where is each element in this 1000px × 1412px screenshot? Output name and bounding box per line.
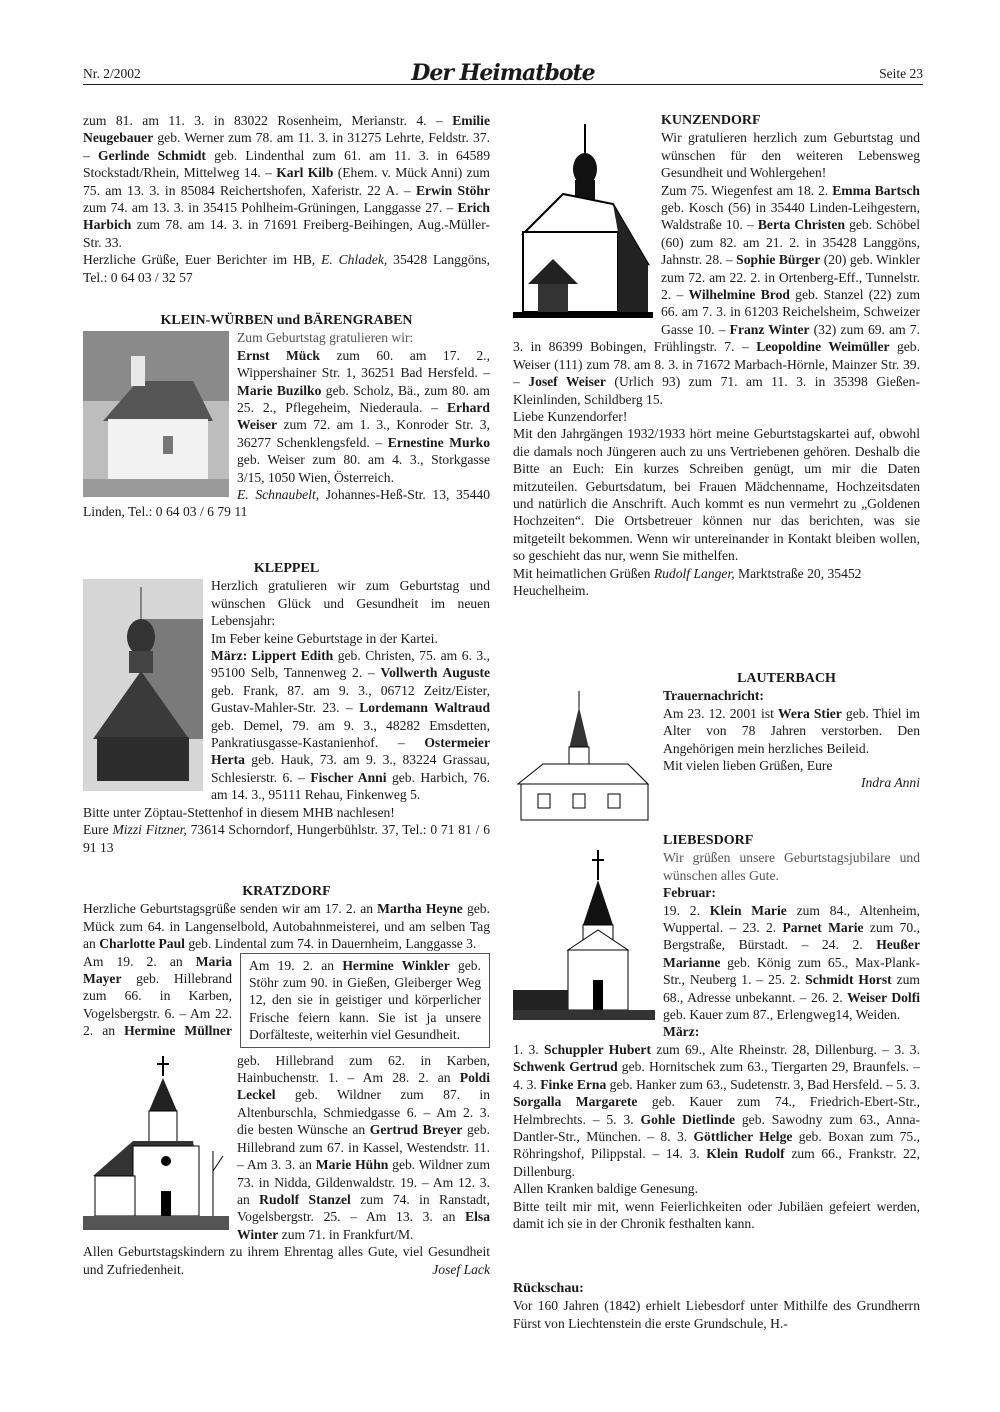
text-run: Bitte unter Zöptau-Stettenhof in diesem MHB nachlesen! [83,804,395,820]
text-run: 19. 2. [663,902,710,918]
text-run: Zum Geburtstag gratulieren wir: [237,330,414,346]
text-run: Herzliche Geburtstagsgrüße senden wir am 17. 2. an [83,901,378,917]
page-number: Seite 23 [879,66,923,81]
text-run: geb. Thiel im Alter von 78 Jahren verstorben. Den Angehörigen mein herzliches Beileid. [663,705,920,756]
section-heading: KLEIN-WÜRBEN und BÄRENGRABEN [160,313,413,328]
name-bold: Erhard Weiser [237,400,490,433]
paragraph [83,251,490,286]
page-header [83,62,923,85]
name-bold: Marie Hühn [315,1157,389,1173]
paragraph [513,1198,920,1233]
text-run: geb. König zum 65., Max-Plank-Str., Neuberg 1. – 25. 2. [663,954,920,988]
name-bold: Heußer Marianne [663,937,920,970]
text-run: geb. Hauk, 73. am 9. 3., 83224 Grassau, Schlesierstr. 6. – [211,752,490,785]
paragraph [83,900,490,952]
name-bold: Weiser Dolfi [847,989,921,1005]
article-liebesdorf [513,832,920,1232]
section-heading: LIEBESDORF [663,833,754,848]
church-drawing [513,114,653,320]
name-bold: Gerlinde Schmidt [98,147,206,163]
church-drawing [83,1056,229,1232]
name-bold: Ernestine Murko [387,434,490,450]
wooden-church-photo [83,579,203,791]
signature-line [83,821,490,856]
text-run: geb. Weiser (111) zum 78. am 8. 3. in 71672 Marbach-Hörnle, Mainzer Str. 39. – [513,339,920,390]
section-heading: Rückschau: [513,1281,584,1296]
text-run: Mit vielen lieben Grüßen, Eure [663,758,833,774]
text-run: Mit den Jahrgängen 1932/1933 hört meine Geburtstagskartei auf, obwohl die damals noch Jüngeren auch zu uns Vertriebenen gehören. Deshalb die Bitte an Euch: Ein kurzes Schreiben genügt, um mir die Daten mitzuteilen. Geburtsdatum, bei Frauen Mädchenname, Hochzeitsdaten und natürlich die Anschrift. Auch kommt es nun vermehrt zu „Goldenen Hochzeiten“. Die Ortsbetreuer können nur das berichten, was sie mitgeteilt bekommen. Wenn wir untereinander in Kontakt bleiben wollen, so geschieht das nur, wenn Sie mithelfen. [513,426,920,564]
article-lauterbach [513,670,920,827]
text-run: geb. Harbich, 76. am 14. 3., 95111 Rehau, Finkenweg 5. [211,769,490,803]
paragraph [83,112,490,251]
text-run: Am 19. 2. an [249,957,343,973]
name-bold: Vollwerth Auguste [380,665,491,681]
name-bold: Fischer Anni [310,769,387,785]
chapel-drawing [513,689,655,825]
name-bold: Franz Winter [729,321,810,337]
paragraph [83,804,490,821]
name-bold: Finke Erna [540,1076,607,1092]
name-bold: Trauernachricht: [663,688,764,704]
text-run: zum 78. am 14. 3. in 71691 Freiberg-Beihingen, Aug.-Müller-Str. 33. [83,217,490,250]
text-run: geb. Hornitschek zum 63., Tiergarten 29, Braunfels. – 4. 3. [513,1059,920,1092]
text-run: geb. Frank, 87. am 9. 3., 06712 Zeitz/Eister, Gustav-Mahler-Str. 23. – [211,682,490,716]
name-italic: E. Schnaubelt, [237,487,320,503]
article-continued [83,112,490,286]
closing-line [83,1243,490,1278]
article-kunzendorf [513,112,920,599]
name-bold: Rudolf Stanzel [259,1191,351,1207]
text-run: Allen Kranken baldige Genesung. [513,1181,698,1197]
name-bold: Ernst Mück [237,347,320,363]
section-heading: KRATZDORF [242,884,331,899]
text-run: Marktstraße 20, 35452 Heuchelheim. [513,565,862,598]
text-run: geb. Scholz, Bä., zum 80. am 25. 2., Pflegeheim, Niederaula. – [237,382,490,416]
signature: Josef Lack [432,1261,490,1277]
text-run: zum 81. am 11. 3. in 83022 Rosenheim, Merianstr. 4. – [83,113,453,128]
name-bold: Klein Marie [709,902,787,918]
name-bold: Erwin Stöhr [415,182,490,198]
text-run: geb. Schöbel (60) zum 82. am 21. 2. in 35428 Langgöns, Jahnstr. 28. – [661,217,920,268]
name-bold: Lordemann Waltraud [359,700,491,716]
text-run: geb. Hillebrand zum 66. in Karben, Vogelsbergstr. 6. – Am 22. 2. an [83,971,232,1039]
name-bold: Berta Christen [757,217,845,233]
name-bold: Emilie Neugebauer [83,113,490,146]
text-run: geb. Lindental zum 74. in Dauernheim, Langgasse 3. [184,936,477,952]
section-heading: KUNZENDORF [661,113,761,128]
name-bold: Elsa Winter [237,1209,490,1242]
text-run: geb. Stanzel (22) zum 66. am 7. 3. in 61203 Reichelsheim, Schweizer Gasse 10. – [661,287,921,337]
text-run: geb. Kosch (56) in 35440 Linden-Leihgestern, Waldstraße 10. – [661,200,920,233]
text-run: geb. Kauer zum 74., Friedrich-Ebert-Str., Helmbrechts. – 5. 3. [513,1094,920,1127]
name-bold: März: Lippert Edith [211,648,334,664]
text-run: zum 71. in Frankfurt/M. [278,1226,414,1242]
name-bold: Sorgalla Margarete [513,1094,638,1110]
name-bold: Hermine Müllner [124,1023,232,1039]
name-bold: Leopoldine Weimüller [756,339,890,355]
text-run: Herzlich gratulieren wir zum Geburtstag und wünschen Glück und Gesundheit im neuen Lebensjahr: [211,578,490,629]
text-run: geb. Lindenthal zum 61. am 11. 3. in 64589 Stockstadt/Rhein, Mittelweg 14. – [83,147,490,181]
paragraph [513,1041,920,1180]
text-run: geb. Stöhr zum 90. in Gießen, Gleiberger Weg 12, den sie in geistiger und körperlicher Frische feiern kann. Sie ist ja unsere Dorfälteste, weiterhin viel Gesundheit. [249,957,481,1043]
name-bold: Klein Rudolf [706,1146,785,1162]
text-run: geb. Sawodny zum 63., Anna-Dantler-Str., München. – 8. 3. [513,1111,920,1144]
article-klein-wuerben [83,312,490,521]
text-run: zum 84., Altenheim, Wuppertal. – 23. 2. [663,902,920,936]
text-run: Mit heimatlichen Grüßen [513,565,654,581]
text-run: (Ehem. v. Mück Anni) zum 75. am 13. 3. in 85084 Reichertshofen, Xaferistr. 22 A. – [83,165,490,198]
name-bold: Charlotte Paul [99,936,185,952]
text-run: zum 60. am 17. 2., Wippershainer Str. 1, 36251 Bad Hersfeld. – [237,347,490,381]
name-bold: Martha Heyne [377,901,463,917]
text-run: geb. Weiser zum 80. am 4. 3., Storkgasse 3/15, 1050 Wien, Österreich. [237,452,490,485]
text-run: geb. Hillebrand zum 62. in Karben, Hainbuchenstr. 1. – Am 28. 2. an [237,1052,490,1086]
name-bold: Sophie Bürger [736,252,821,268]
text-run: zum 70., Bergstraße, Bürstadt. – 24. 2. [663,920,921,953]
text-run: Johannes-Heß-Str. 13, 35440 Linden, Tel.: 0 64 03 / 6 79 11 [83,487,490,520]
name-bold: Karl Kilb [276,165,334,181]
name-bold: Göttlicher Helge [693,1128,793,1144]
name-bold: Poldi Leckel [237,1070,490,1103]
text-run: geb. Wildner zum 73. in Nidda, Gildenwaldstr. 19. – Am 12. 3. an [237,1157,491,1207]
text-run: (Urlich 93) zum 71. am 11. 3. in 35398 Gießen-Kleinlinden, Schildberg 15. [513,374,921,407]
text-run: geb. Demel, 79. am 9. 3., 48282 Emsdetten, Pankratiusgasse-Kastanienhof. – [211,717,490,751]
name-bold: Josef Weiser [528,374,606,390]
name-italic: Mizzi Fitzner, [112,822,187,838]
name-bold: März: [663,1024,700,1040]
text-run: zum 72. am 1. 3., Konroder Str. 3, 36277 Schenklengsfeld. – [237,417,490,450]
text-run: zum 69., Alte Rheinstr. 28, Dillenburg. – 3. 3. [651,1041,921,1057]
name-bold: Schmidt Horst [805,972,892,988]
section-heading: KLEPPEL [253,561,320,576]
church-photo [83,331,229,497]
text-run: Eure [83,822,113,838]
text-run: Allen Geburtstagskindern zu ihrem Ehrentag alles Gute, viel Gesundheit und Zufriedenheit. [83,1244,490,1277]
text-run: Im Feber keine Geburtstage in der Kartei. [211,630,438,646]
text-run: geb. Wildner zum 87. in Altenburschla, Schmiedgasse 6. – Am 2. 3. die besten Wünsche an [237,1087,490,1138]
name-bold: Maria Mayer [83,953,232,987]
text-run: zum 66., Frankstr. 22, Dillenburg. [513,1146,920,1179]
text-run: geb. Hillebrand zum 67. in Kassel, Westendstr. 11. – Am 3. 3. an [237,1122,490,1173]
text-run: zum 74. in Ranstadt, Vogelsbergstr. 25. – Am 13. 3. an [237,1191,490,1225]
church-drawing [513,850,655,1030]
section-heading: LAUTERBACH [737,671,836,686]
text-run: (20) geb. Winkler zum 72. am 22. 2. in Ortenberg-Eff., Tunnelstr. 2. – [661,252,920,303]
text-run: Am 19. 2. an [83,953,196,969]
name-bold: Emma Bartsch [832,182,920,198]
text-run: 73614 Schorndorf, Hungerbühlstr. 37, Tel.: 0 71 81 / 6 91 13 [83,822,491,855]
text-run: geb. Christen, 75. am 6. 3., 95100 Selb, Tannenweg 2. – [211,648,490,681]
text-run: (32) zum 69. am 7. 3. in 86399 Bobingen, Frühlingstr. 7. – [513,321,920,355]
name-italic: Rudolf Langer, [653,565,735,581]
name-bold: Ostermeier Herta [211,735,490,768]
text-run: zum 68., Adresse unbekannt. – 26. 2. [663,972,920,1005]
text-run: Liebe Kunzendorfer! [513,408,628,424]
paragraph [249,957,481,1044]
text-run: Vor 160 Jahren (1842) erhielt Liebesdorf unter Mithilfe des Grundherrn Fürst von Liechtenstein die erste Grundschule, H.- [513,1298,920,1331]
text-run: Wir gratulieren herzlich zum Geburtstag und wünschen für den weiteren Lebensweg Gesundheit und Wohlergehen! [661,130,920,181]
paragraph [513,1180,920,1197]
text-run: geb. Mück zum 64. in Langenselbold, Autobahnmeisterei, und am selben Tag an [83,901,490,952]
text-run: 1. 3. [513,1041,544,1057]
issue-number: Nr. 2/2002 [83,66,141,81]
article-kleppel [83,560,490,856]
text-run: 35428 Langgöns, Tel.: 0 64 03 / 32 57 [83,252,490,285]
text-run: geb. Kauer zum 87., Erlengweg14, Weiden. [663,1007,901,1023]
name-bold: Erich Harbich [83,200,490,233]
highlight-box [240,953,490,1048]
article-rueckschau [513,1280,920,1332]
name-italic: E. Chladek, [321,252,388,268]
paragraph [513,425,920,564]
text-run: Zum 75. Wiegenfest am 18. 2. [661,182,833,198]
text-run: Am 23. 12. 2001 ist [663,705,779,721]
text-run: zum 74. am 13. 3. in 35415 Pohlheim-Grüningen, Langgasse 27. – [83,200,458,216]
name-bold: Hermine Winkler [342,957,450,973]
name-bold: Schuppler Hubert [543,1041,651,1057]
text-run: geb. Werner zum 78. am 11. 3. in 31275 Lehrte, Feldstr. 37. – [83,130,490,163]
text-run: geb. Boxan zum 75., Röhringshof, Pilippstal. – 14. 3. [513,1128,920,1162]
name-bold: Parnet Marie [782,920,864,936]
signature-line [513,565,920,600]
name-bold: Gertrud Breyer [369,1122,463,1138]
name-bold: Wera Stier [778,705,842,721]
name-bold: Februar: [663,885,716,901]
name-bold: Schwenk Gertrud [513,1059,618,1075]
article-kratzdorf [83,883,490,1278]
text-run: Bitte teilt mir mit, wenn Feierlichkeiten oder Jubiläen gefeiert werden, damit ich sie in der Chronik festhalten kann. [513,1198,920,1231]
text-run: Herzliche Grüße, Euer Berichter im HB, [83,252,322,268]
newspaper-logo: Der Heimatbote [411,60,595,86]
paragraph [513,408,920,425]
signature: Indra Anni [860,775,920,791]
name-bold: Marie Buzilko [237,382,322,398]
name-bold: Wilhelmine Brod [688,287,790,303]
paragraph [513,1297,920,1332]
text-run: geb. Hanker zum 63., Sudetenstr. 3, Bad Hersfeld. – 5. 3. [606,1076,921,1092]
closing-text [83,1244,490,1276]
name-bold: Gohle Dietlinde [640,1111,736,1127]
text-run: Wir grüßen unsere Geburtstagsjubilare und wünschen alles Gute. [663,850,920,883]
